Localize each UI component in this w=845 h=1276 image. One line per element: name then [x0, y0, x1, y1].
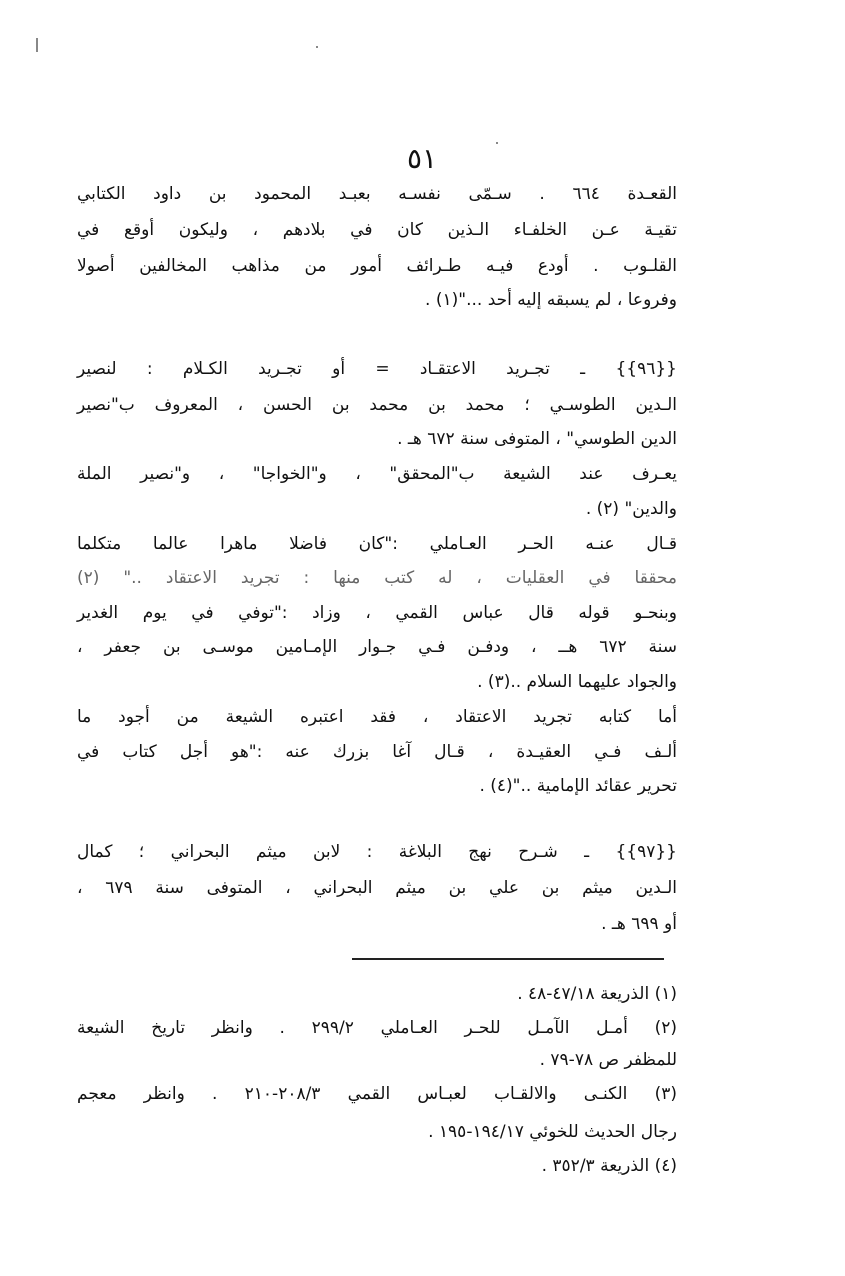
body-line: قـال عنـه الحـر العـاملي :"كان فاضلا ماهرا عالما متكلما	[77, 534, 677, 554]
body-line: وفروعا ، لم يسبقه إليه أحد ..."(١) .	[425, 290, 677, 310]
body-line: محققا في العقليات ، له كتب منها : تجريد الاعتقاد .." (٢)	[77, 568, 677, 588]
body-line: سنة ٦٧٢ هــ ، ودفـن فـي جـوار الإمـامين موسـى بن جعفر ،	[77, 637, 677, 657]
body-line: الـدين ميثم بن علي بن ميثم البحراني ، المتوفى سنة ٦٧٩ ،	[77, 878, 677, 898]
entry-heading-line: {{٩٦}} ـ تجـريد الاعتقـاد = أو تجـريد الكـلام : لنصير	[77, 359, 677, 379]
footnote-line: رجال الحديث للخوئي ١٩٤/١٧-١٩٥ .	[428, 1122, 677, 1142]
body-line: أما كتابه تجريد الاعتقاد ، فقد اعتبره الشيعة من أجود ما	[77, 707, 677, 727]
body-line: الدين الطوسي" ، المتوفى سنة ٦٧٢ هـ .	[397, 429, 677, 449]
body-line: وبنحـو قوله قال عباس القمي ، وزاد :"توفي في يوم الغدير	[77, 603, 677, 623]
body-line: تحرير عقائد الإمامية .."(٤) .	[479, 776, 677, 796]
entry-heading-line: {{٩٧}} ـ شـرح نهج البلاغة : لابن ميثم البحراني ؛ كمال	[77, 842, 677, 862]
footnote-line: للمظفر ص ٧٨-٧٩ .	[539, 1050, 677, 1070]
footnote-line: (٤) الذريعة ٣٥٢/٣ .	[541, 1156, 677, 1176]
footnote-line: (٢) أمـل الآمـل للحـر العـاملي ٢٩٩/٢ . وانظر تاريخ الشيعة	[77, 1018, 677, 1038]
footnote-separator	[352, 958, 664, 960]
scan-speck	[496, 142, 498, 144]
page-number: ٥١	[406, 142, 438, 175]
body-line: تقيـة عـن الخلفـاء الـذين كان في بلادهم ، وليكون أوقع في	[77, 220, 677, 240]
body-line: يعـرف عند الشيعة ب"المحقق" ، و"الخواجا" ، و"نصير الملة	[77, 464, 677, 484]
scan-speck	[316, 46, 318, 48]
body-line: ألـف فـي العقيـدة ، قـال آغا بزرك عنه :"هو أجل كتاب في	[77, 742, 677, 762]
body-line: والدين" (٢) .	[585, 499, 677, 519]
footnote-line: (٣) الكنـى والالقـاب لعبـاس القمي ٢٠٨/٣-٢١٠ . وانظر معجم	[77, 1084, 678, 1104]
body-line: والجواد عليهما السلام ..(٣) .	[477, 672, 677, 692]
scan-speck	[36, 38, 38, 52]
footnote-line: (١) الذريعة ٤٧/١٨-٤٨ .	[517, 984, 677, 1004]
body-line: الـدين الطوسـي ؛ محمد بن محمد بن الحسن ، المعروف ب"نصير	[77, 395, 677, 415]
body-line: القلـوب . أودع فيـه طـرائف أمور من مذاهب المخالفين أصولا	[77, 256, 677, 276]
body-line: القعـدة ٦٦٤ . سـمّى نفسـه بعبـد المحمود بن داود الكتابي	[77, 184, 677, 204]
body-line: أو ٦٩٩ هـ .	[601, 914, 677, 934]
